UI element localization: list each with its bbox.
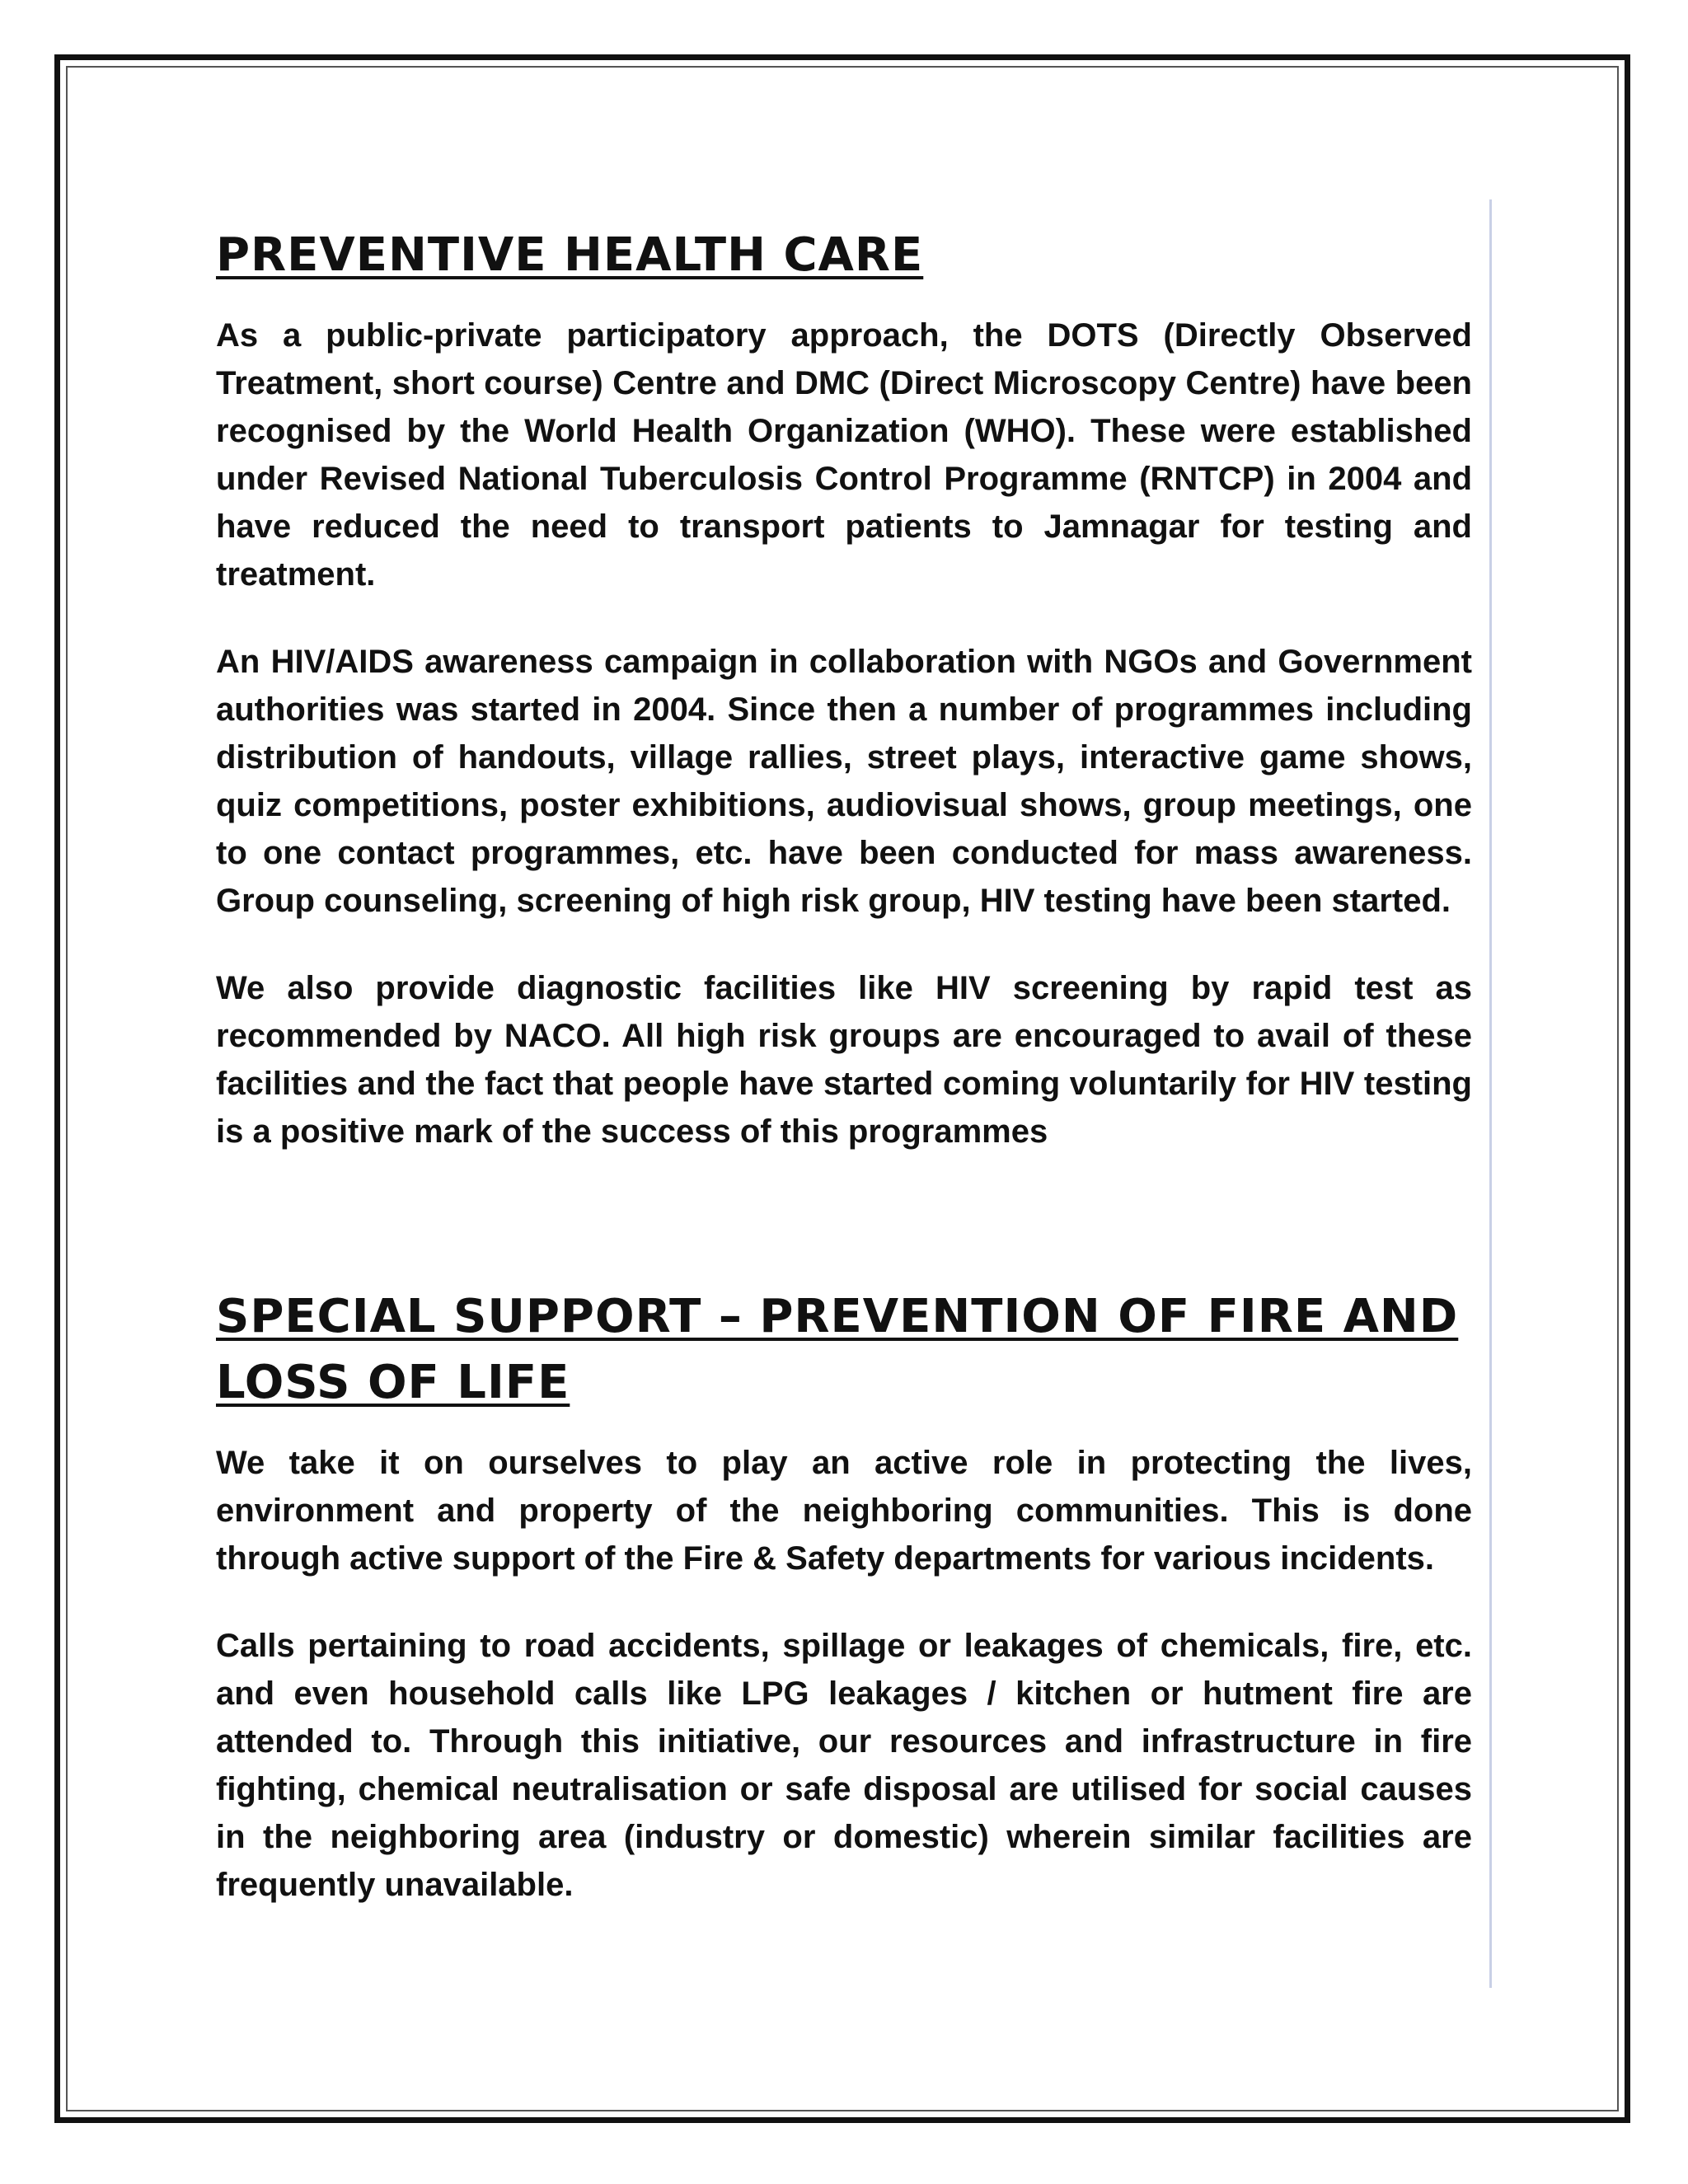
section-heading: SPECIAL SUPPORT – PREVENTION OF FIRE AND LOSS OF LIFE (216, 1290, 1459, 1409)
right-margin-rule (1489, 199, 1492, 1988)
section-special-support (216, 1284, 1472, 1909)
section-preventive-health-care (216, 223, 1472, 1155)
paragraph: As a public-private participatory approach, the DOTS (Directly Observed Treatment, short course) Centre and DMC (Direct Microscopy Centre) have been recognised by the World Health Organization (WHO). These were established under Revised National Tuberculosis Control Programme (RNTCP) in 2004 and have reduced the need to transport patients to Jamnagar for testing and treatment. (216, 317, 1472, 593)
document-body (216, 223, 1472, 1909)
paragraph: We take it on ourselves to play an active role in protecting the lives, environment and property of the neighboring communities. This is done through active support of the Fire & Safety departments for various incidents. (216, 1445, 1472, 1577)
paragraph: Calls pertaining to road accidents, spillage or leakages of chemicals, fire, etc. and even household calls like LPG leakages / kitchen or hutment fire are attended to. Through this initiative, our resources and infrastructure in fire fighting, chemical neutralisation or safe disposal are utilised for social causes in the neighboring area (industry or domestic) wherein similar facilities are frequently unavailable. (216, 1628, 1472, 1903)
section-heading: PREVENTIVE HEALTH CARE (216, 228, 924, 282)
paragraph: We also provide diagnostic facilities like HIV screening by rapid test as recommended by NACO. All high risk groups are encouraged to avail of these facilities and the fact that people have started coming voluntarily for HIV testing is a positive mark of the success of this programmes (216, 970, 1472, 1150)
paragraph: An HIV/AIDS awareness campaign in collaboration with NGOs and Government authorities was started in 2004. Since then a number of programmes including distribution of handouts, village rallies, street plays, interactive game shows, quiz competitions, poster exhibitions, audiovisual shows, group meetings, one to one contact programmes, etc. have been conducted for mass awareness. Group counseling, screening of high risk group, HIV testing have been started. (216, 644, 1472, 919)
